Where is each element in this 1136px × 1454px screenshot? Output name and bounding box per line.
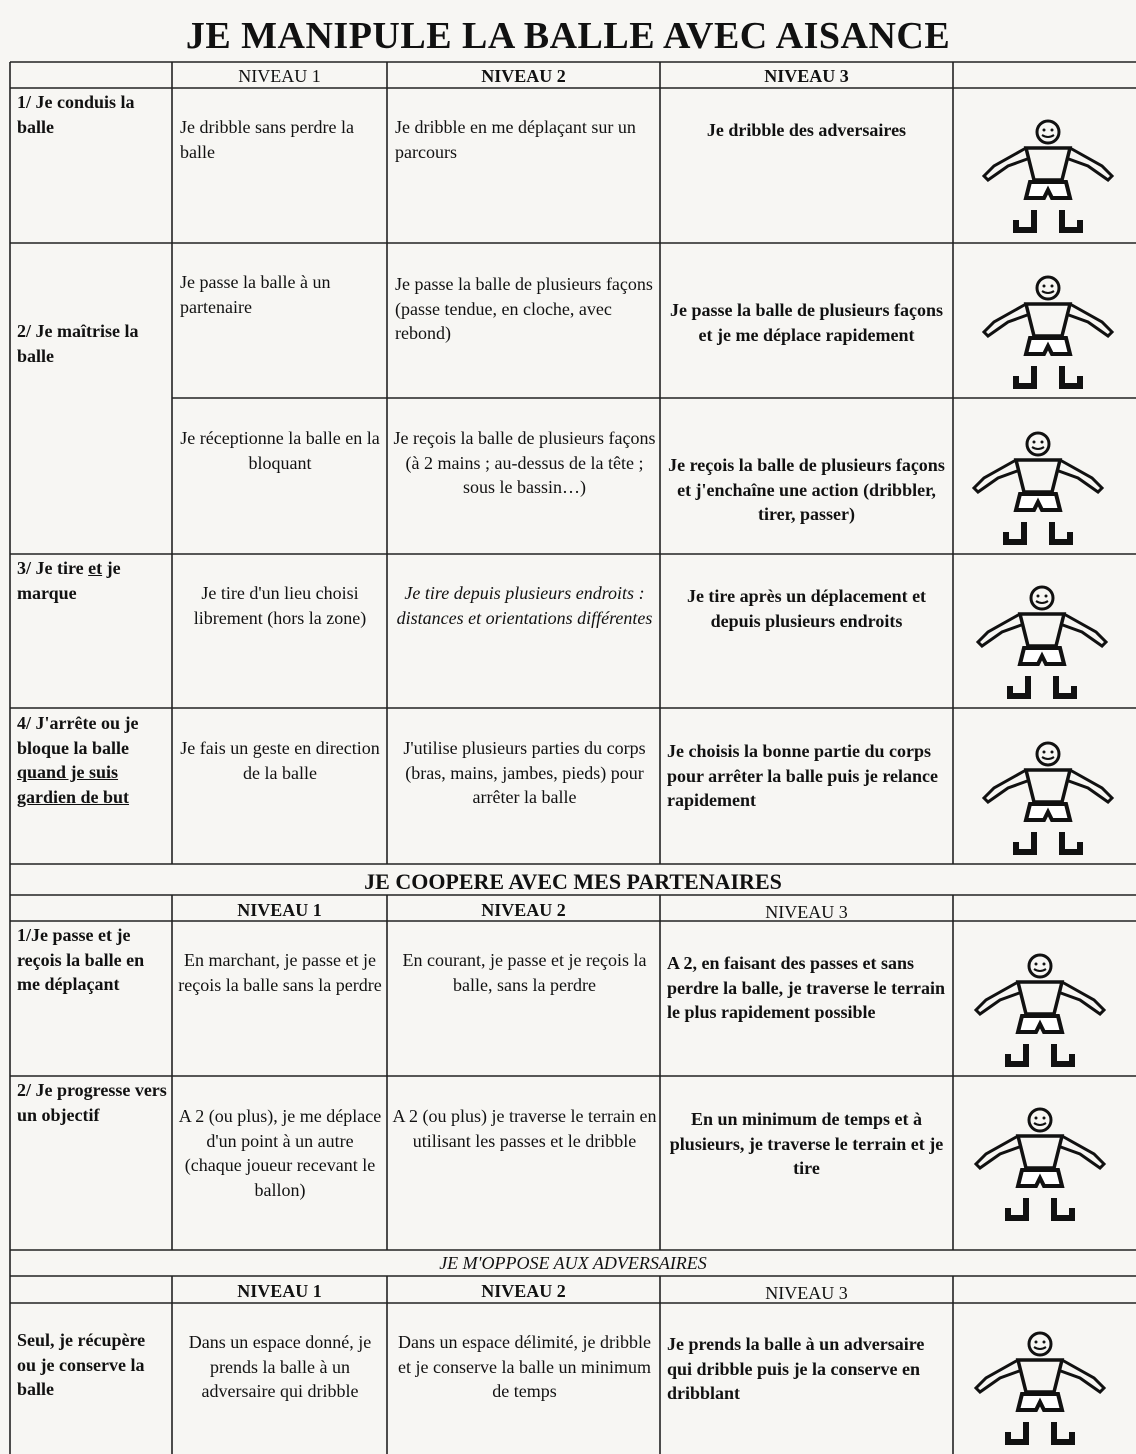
- row-niveau-3: Je choisis la bonne partie du corps pour arrêter la balle puis je relance rapidement: [667, 741, 938, 810]
- page-title: JE MANIPULE LA BALLE AVEC AISANCE: [185, 15, 951, 57]
- row-niveau-2: J'utilise plusieurs parties du corps (bras, mains, jambes, pieds) pour arrêter la balle: [403, 738, 646, 807]
- row-niveau-1: Je dribble sans perdre la balle: [180, 117, 354, 162]
- row-niveau-2: Je dribble en me déplaçant sur un parcours: [395, 117, 636, 162]
- row-niveau-2: En courant, je passe et je reçois la balle, sans la perdre: [402, 950, 647, 995]
- row-niveau-3: Je reçois la balle de plusieurs façons et j'enchaîne une action (dribbler, tirer, passer): [668, 455, 945, 524]
- header-niveau-1: NIVEAU 1: [238, 66, 321, 86]
- stick-figure-icon: [970, 1330, 1110, 1452]
- header-niveau-3: NIVEAU 3: [764, 66, 849, 86]
- row-niveau-1: En marchant, je passe et je reçois la balle sans la perdre: [178, 950, 382, 995]
- stick-figure-icon: [978, 274, 1118, 396]
- header-niveau-3: NIVEAU 3: [765, 1283, 848, 1303]
- stick-figure-icon: [968, 430, 1108, 552]
- header-niveau-2: NIVEAU 2: [481, 66, 566, 86]
- header-niveau-1: NIVEAU 1: [237, 1281, 322, 1301]
- section-title: JE COOPERE AVEC MES PARTENAIRES: [364, 869, 782, 894]
- row-niveau-1: Je réceptionne la balle en la bloquant: [180, 428, 380, 473]
- row-niveau-3: Je dribble des adversaires: [706, 120, 907, 140]
- row-niveau-3: Je prends la balle à un adversaire qui dribble puis je la conserve en dribblant: [667, 1334, 925, 1403]
- row-niveau-2: Je passe la balle de plusieurs façons (passe tendue, en cloche, avec rebond): [395, 274, 653, 343]
- header-niveau-2: NIVEAU 2: [481, 900, 566, 920]
- row-label: 1/ Je conduis la balle: [17, 92, 135, 137]
- row-label: 2/ Je maîtrise la balle: [17, 321, 139, 366]
- row-niveau-1: Je tire d'un lieu choisi librement (hors la zone): [193, 583, 367, 628]
- stick-figure-icon: [970, 1106, 1110, 1228]
- row-label: 4/ J'arrête ou je bloque la balle quand je suis gardien de but: [17, 713, 139, 807]
- row-niveau-2: Je reçois la balle de plusieurs façons (à 2 mains ; au-dessus de la tête ; sous le bassin…): [393, 428, 656, 497]
- row-niveau-1: Dans un espace donné, je prends la balle à un adversaire qui dribble: [188, 1332, 372, 1401]
- row-niveau-3: En un minimum de temps et à plusieurs, je traverse le terrain et je tire: [669, 1109, 944, 1178]
- row-niveau-3: Je tire après un déplacement et depuis plusieurs endroits: [686, 586, 927, 631]
- stick-figure-icon: [978, 118, 1118, 240]
- row-niveau-1: A 2 (ou plus), je me déplace d'un point à un autre (chaque joueur recevant le ballon): [178, 1106, 382, 1200]
- header-niveau-1: NIVEAU 1: [237, 900, 322, 920]
- stick-figure-icon: [978, 740, 1118, 862]
- row-niveau-3: Je passe la balle de plusieurs façons et je me déplace rapidement: [669, 300, 944, 345]
- row-niveau-2: Dans un espace délimité, je dribble et je conserve la balle un minimum de temps: [398, 1332, 651, 1401]
- stick-figure-icon: [972, 584, 1112, 706]
- section-title: JE M'OPPOSE AUX ADVERSAIRES: [439, 1253, 707, 1273]
- row-niveau-1: Je fais un geste en direction de la balle: [180, 738, 380, 783]
- row-label: 3/ Je tire et je marque: [17, 558, 121, 603]
- row-niveau-3: A 2, en faisant des passes et sans perdre la balle, je traverse le terrain le plus rapidement possible: [667, 953, 946, 1022]
- header-niveau-3: NIVEAU 3: [765, 902, 848, 922]
- row-niveau-1: Je passe la balle à un partenaire: [180, 272, 331, 317]
- row-niveau-2: Je tire depuis plusieurs endroits : distances et orientations différentes: [396, 583, 653, 628]
- row-niveau-2: A 2 (ou plus) je traverse le terrain en utilisant les passes et le dribble: [392, 1106, 657, 1151]
- header-niveau-2: NIVEAU 2: [481, 1281, 566, 1301]
- row-label: 1/Je passe et je reçois la balle en me déplaçant: [17, 925, 145, 994]
- row-label: Seul, je récupère ou je conserve la balle: [17, 1330, 146, 1399]
- row-label: 2/ Je progresse vers un objectif: [17, 1080, 167, 1125]
- stick-figure-icon: [970, 952, 1110, 1074]
